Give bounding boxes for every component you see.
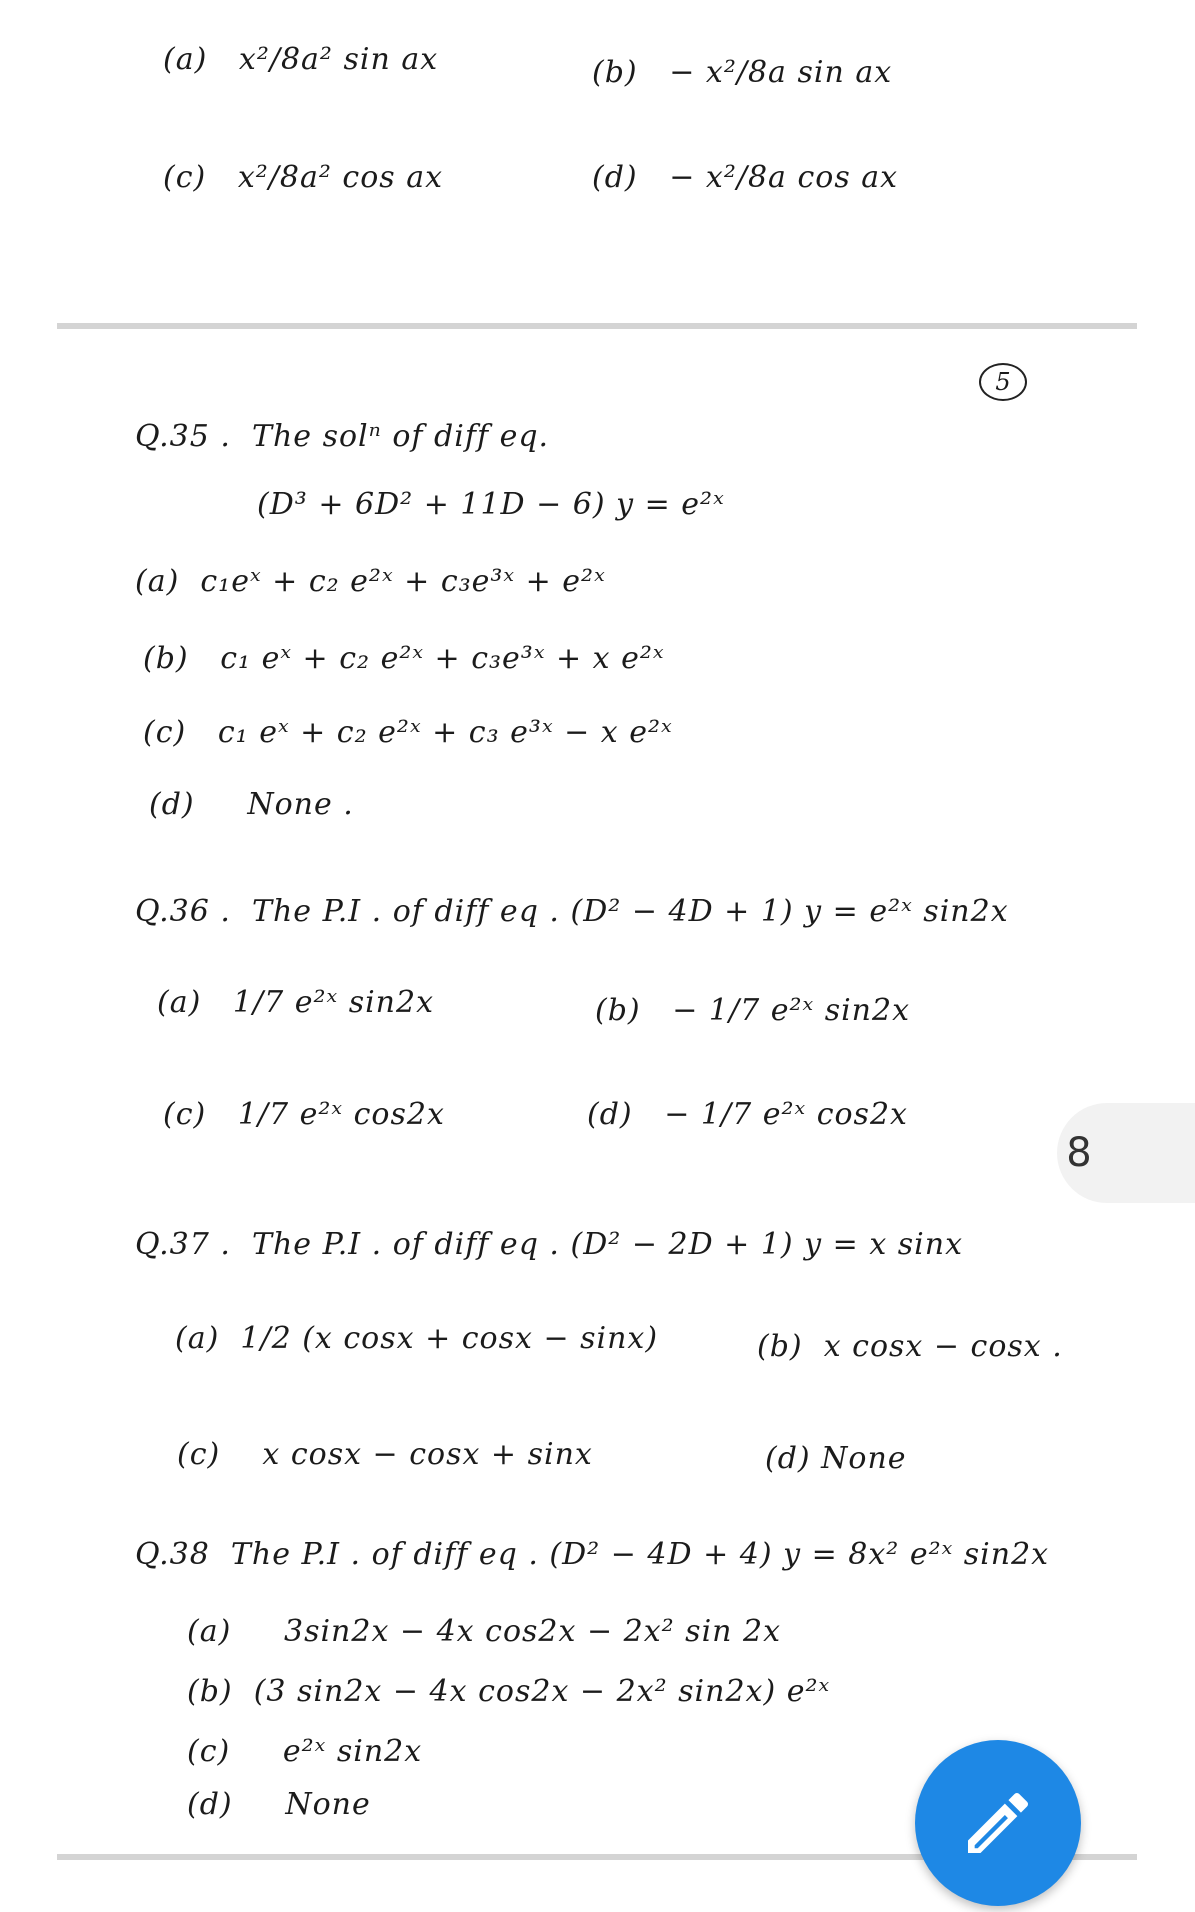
question-38-stem: Q.38 The P.I . of diff eq . (D² − 4D + 4) y = 8x² e²ˣ sin2x	[135, 1537, 1050, 1572]
question-35-option-c: (c) c₁ eˣ + c₂ e²ˣ + c₃ e³ˣ − x e²ˣ	[143, 715, 673, 750]
prev-option-a: (a) x²/8a² sin ax	[163, 42, 439, 77]
page-number-indicator	[1057, 1103, 1195, 1203]
pencil-icon	[958, 1783, 1038, 1863]
question-37-option-c: (c) x cosx − cosx + sinx	[177, 1437, 593, 1472]
page-marker: 5	[979, 363, 1027, 401]
prev-option-b: (b) − x²/8a sin ax	[592, 55, 893, 90]
question-36-option-d: (d) − 1/7 e²ˣ cos2x	[587, 1097, 908, 1132]
question-38-option-b: (b) (3 sin2x − 4x cos2x − 2x² sin2x) e²ˣ	[187, 1674, 831, 1709]
edit-fab-button[interactable]	[915, 1740, 1081, 1906]
question-35-equation: (D³ + 6D² + 11D − 6) y = e²ˣ	[257, 487, 725, 522]
question-38-option-c: (c) e²ˣ sin2x	[187, 1734, 423, 1769]
prev-option-d: (d) − x²/8a cos ax	[592, 160, 899, 195]
question-36-option-c: (c) 1/7 e²ˣ cos2x	[163, 1097, 445, 1132]
question-37-option-b: (b) x cosx − cosx .	[757, 1329, 1063, 1364]
question-35-option-a: (a) c₁eˣ + c₂ e²ˣ + c₃e³ˣ + e²ˣ	[135, 564, 606, 599]
question-37-option-a: (a) 1/2 (x cosx + cosx − sinx)	[175, 1321, 659, 1356]
document-page-top	[57, 0, 1137, 322]
question-38-option-d: (d) None	[187, 1787, 371, 1822]
question-35-option-b: (b) c₁ eˣ + c₂ e²ˣ + c₃e³ˣ + x e²ˣ	[143, 641, 665, 676]
question-35-stem: Q.35 . The solⁿ of diff eq.	[135, 419, 550, 454]
page-number: 8	[1066, 1130, 1092, 1176]
question-38-option-a: (a) 3sin2x − 4x cos2x − 2x² sin 2x	[187, 1614, 782, 1649]
question-37-stem: Q.37 . The P.I . of diff eq . (D² − 2D + 1) y = x sinx	[135, 1227, 964, 1262]
question-36-option-b: (b) − 1/7 e²ˣ sin2x	[595, 993, 911, 1028]
question-35-option-d: (d) None .	[149, 787, 354, 822]
question-36-stem: Q.36 . The P.I . of diff eq . (D² − 4D + 1) y = e²ˣ sin2x	[135, 894, 1009, 929]
document-page	[57, 329, 1137, 1857]
question-37-option-d: (d) None	[765, 1441, 907, 1476]
prev-option-c: (c) x²/8a² cos ax	[163, 160, 444, 195]
question-36-option-a: (a) 1/7 e²ˣ sin2x	[157, 985, 435, 1020]
